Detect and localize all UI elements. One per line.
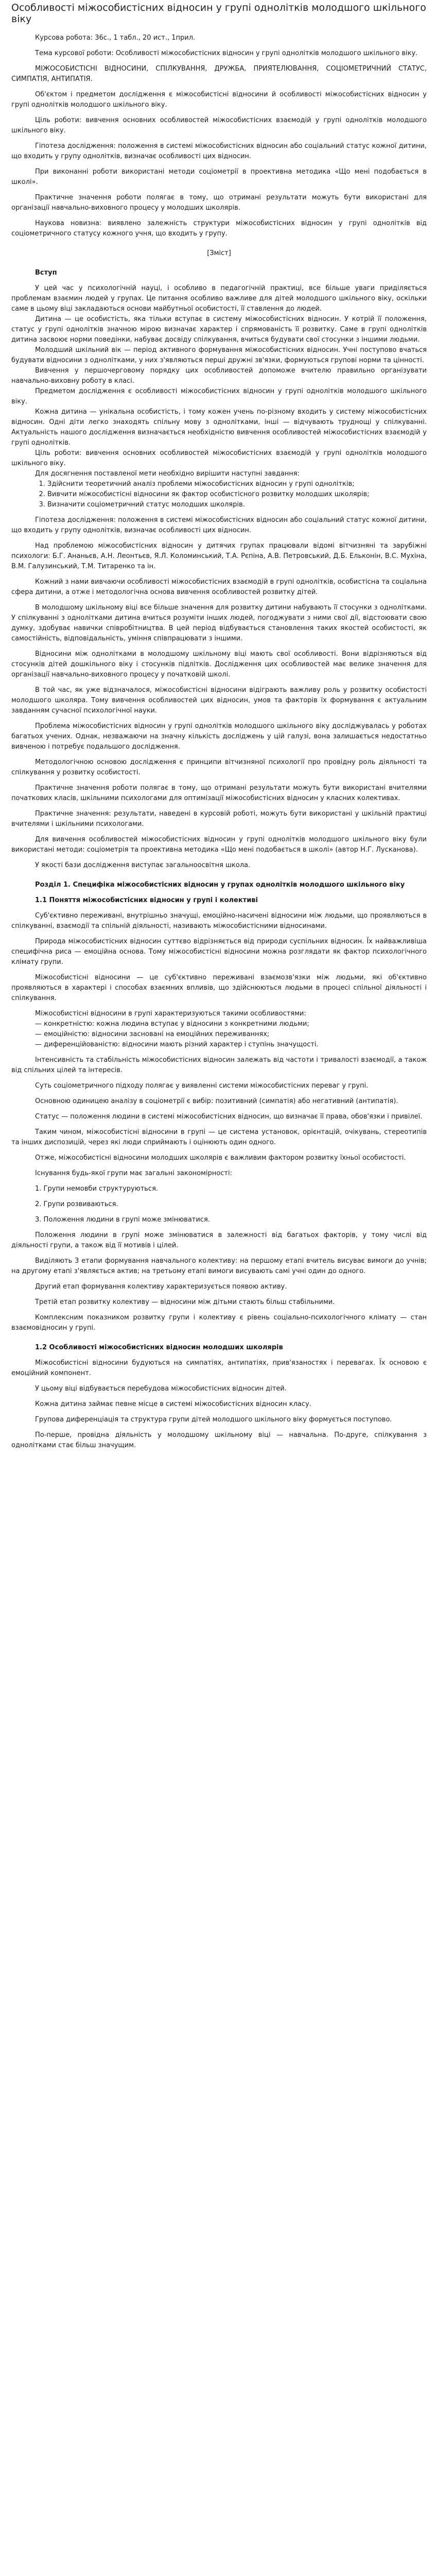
body-paragraph: Положення людини в групі може змінюватися в залежності від багатьох факторів, у тому числі від діяльності групи, а також від її мотивів і цілей. xyxy=(11,1231,427,1249)
body-paragraph: Природа міжособистісних відносин суттєво відрізняється від природи суспільних відносин. Їх найважливіша специфічна риса — емоційна основа. Тому міжособистісні відносини можна розглядати як фактор психологічного клімату групи. xyxy=(11,938,427,966)
list-item: 1. Здійснити теоретичний аналіз проблеми міжособистісних відносин у групі однолітків; xyxy=(47,479,427,489)
list-item: 2. Вивчити міжособистісні відносини як фактор особистісного розвитку молодших школярів; xyxy=(47,489,427,500)
body-paragraph: Основною одиницею аналізу в соціометрії є вибір: позитивний (симпатія) або негативний (антипатія). xyxy=(35,1097,398,1105)
body-paragraph: Міжособистісні відносини будуються на симпатіях, антипатіях, прив'язаностях і перевагах. Їх основою є емоційний компонент. xyxy=(11,1359,427,1377)
body-paragraph: Другий етап формування колективу характеризується появою активу. xyxy=(35,1283,287,1291)
intro-paragraph: Молодший шкільний вік — період активного формування міжособистісних відносин. Учні поступово вчаться будувати відносини з однолітками, у них з'являються перші дружні зв'язки, формуються групові норми та цінності. xyxy=(11,346,427,364)
intro-paragraph: Практичне значення: результати, наведені в курсовій роботі, можуть бути використані у шкільній практиці вчителями і шкільними психологами. xyxy=(11,810,427,828)
intro-paragraph: Ціль роботи: вивчення основних особливостей міжособистісних взаємодій у групі однолітків молодшого шкільного віку. xyxy=(11,449,427,467)
list-item-text: Положення людини в групі може змінюватися. xyxy=(43,1216,210,1224)
abstract-paragraph: Наукова новизна: виявлено залежність структури міжособистісних відносин у групі однолітків від соціометричного статусу кожного учня, що входить у групу. xyxy=(11,219,427,238)
body-paragraph: По-перше, провідна діяльність у молодшому шкільному віці — навчальна. По-друге, спілкування з однолітками стає більш значущим. xyxy=(11,1431,427,1449)
intro-paragraph: Дитина — це особистість, яка тільки вступає в систему міжособистісних відносин. У котрій її положення, статус у групі однолітків значною мірою визначає характер і спрямованість її розвитку. Саме в групі однолітків дитина засвоює норми поведінки, набуває досвіду спілкування, вчиться будувати свої стосунки з іншими людьми. xyxy=(11,315,427,344)
intro-paragraph: У якості бази дослідження виступає загальноосвітня школа. xyxy=(35,861,251,869)
list-item-text: Групи немовби структуруються. xyxy=(43,1185,159,1193)
body-paragraph: — конкретністю: кожна людина вступає у відносини з конкретними людьми; xyxy=(35,1020,309,1028)
abstract-paragraph: Об'єктом і предметом дослідження є міжособистісні відносини й особливості міжособистісних відносин у групі однолітків молодшого шкільного віку. xyxy=(11,91,427,109)
document-title: Особливості міжособистісних відносин у групі однолітків молодшого шкільного віку xyxy=(11,2,426,25)
list-item: 2. Групи розвиваються. xyxy=(35,1200,118,1208)
intro-paragraph: У цей час у психологічній науці, і особливо в педагогічній практиці, все більше уваги приділяється проблемам взаємин людей у групах. Це питання особливо важливе для дітей молодшого шкільного віку, оскільки саме в цьому віці закладаються основи майбутньої особистості, її ставлення до людей. xyxy=(11,284,427,313)
abstract-paragraph: Практичне значення роботи полягає в тому, що отримані результати можуть бути використані для організації навчально-виховного процесу у молодших школярів. xyxy=(11,194,427,212)
body-paragraph: Існування будь-якої групи має загальні закономірності: xyxy=(35,1170,232,1177)
body-paragraph: Виділяють 3 етапи формування навчального колективу: на першому етапі вчитель висуває вимоги до учнів; на другому етапі з'являється актив; на третьому етапі вимоги висувають самі учні один до одного. xyxy=(11,1257,427,1275)
intro-paragraph: Кожний з нами вивчаючи особливості міжособистісних взаємодій в групі однолітків, особистісна та соціальна сфера дитини, а отже і методологічна основа вивчення особливостей розвитку дітей. xyxy=(11,578,427,596)
intro-paragraph: Над проблемою міжособистісних відносин у дитячих групах працювали відомі вітчизняні та зарубіжні психологи: Б.Г. Ананьєв, А.Н. Леонтьєв, Я.Л. Коломинський, Т.А. Рєпіна, А.В. Петровський, Д.Б. Ельконін, В.С. Мухіна, В.М. Галузинський, Т.М. Титаренко та ін. xyxy=(11,542,427,570)
intro-paragraph: Гіпотеза дослідження: положення в системі міжособистісних відносин або соціальний статус кожної дитини, що входить у групу однолітків, визначає особливості цих відносин. xyxy=(11,516,427,534)
body-paragraph: Міжособистісні відносини в групі характеризуються такими особливостями: xyxy=(35,1010,306,1018)
intro-paragraph: В молодшому шкільному віці все більше значення для розвитку дитини набувають її стосунки з однолітками. У спілкуванні з однолітками дитина вчиться розуміти інших людей, погоджувати з ними свої дії, відстоювати свою думку, здобуває навички співробітництва. В цей період відбувається становлення таких якостей особистості, як самостійність, відповідальність, уміння співпрацювати з іншими. xyxy=(11,604,427,642)
abstract-paragraph: Гіпотеза дослідження: положення в системі міжособистісних відносин або соціальний статус кожної дитини, що входить у групу однолітків, визначає особливості цих відносин. xyxy=(11,142,427,160)
table-of-contents-label: [Зміст] xyxy=(207,249,231,257)
body-paragraph: Суть соціометричного підходу полягає у виявленні системи міжособистісних переваг у групі. xyxy=(35,1082,369,1090)
body-paragraph: Комплексним показником розвитку групи і колективу є рівень соціально-психологічного клімату — стан взаємовідносин у групі. xyxy=(11,1314,427,1332)
abstract-paragraph: Тема курсової роботи: Особливості міжособистісних відносин у групі однолітків молодшого шкільного віку. xyxy=(35,49,418,57)
body-paragraph: Статус — положення людини в системі міжособистісних відносин, що визначає її права, обов'язки і привілеї. xyxy=(35,1113,423,1121)
intro-paragraph: Відносини між однолітками в молодшому шкільному віці мають свої особливості. Вони відрізняються від стосунків дітей дошкільного віку і стосунків підлітків. Дослідження цих особливостей має велике значення для організації навчально-виховного процесу у початковій школі. xyxy=(11,650,427,679)
body-paragraph: — емоційністю: відносини засновані на емоційних переживаннях; xyxy=(35,1030,270,1038)
abstract-paragraph: Ціль роботи: вивчення основних особливостей міжособистісних взаємодій у групі однолітків молодшого шкільного віку. xyxy=(11,116,427,134)
body-paragraph: Міжособистісні відносини — це суб'єктивно переживані взаємозв'язки між людьми, які об'єктивно проявляються в характері і способах взаємних впливів, що здійснюються людьми в процесі спільної діяльності і спілкування. xyxy=(11,974,427,1002)
intro-paragraph: Проблема міжособистісних відносин у групі однолітків молодшого шкільного віку досліджувалась у роботах багатьох учених. Однак, незважаючи на значну кількість досліджень у цій галузі, вона залишається недостатньо вивченою і потребує подальшого дослідження. xyxy=(11,722,427,751)
list-item: 3. Положення людини в групі може змінюватися. xyxy=(35,1216,210,1224)
intro-paragraph: Для вивчення особливостей міжособистісних відносин у групі однолітків молодшого шкільного віку були використані методи: соціометрія та проективна методика «Що мені подобається в школі» (автор Н.Г. Лусканова). xyxy=(11,836,427,854)
body-paragraph: Отже, міжособистісні відносини молодших школярів є важливим фактором розвитку їхньої особистості. xyxy=(35,1154,406,1162)
body-paragraph: Інтенсивність та стабільність міжособистісних відносин залежать від частоти і тривалості взаємодії, а також від спільних цілей та інтересів. xyxy=(11,1056,427,1074)
intro-paragraph: Предметом дослідження є особливості міжособистісних відносин у групі однолітків молодшого шкільного віку. xyxy=(11,387,427,405)
list-item: 1. Групи немовби структуруються. xyxy=(35,1185,159,1193)
body-paragraph: Групова диференціація та структура групи дітей молодшого шкільного віку формується поступово. xyxy=(35,1416,392,1423)
body-paragraph: У цьому віці відбувається перебудова міжособистісних відносин дітей. xyxy=(35,1385,287,1393)
body-paragraph: — диференційованістю: відносини мають різний характер і ступінь значущості. xyxy=(35,1041,319,1048)
body-paragraph: Таким чином, міжособистісні відносини в групі — це система установок, орієнтацій, очікувань, стереотипів та інших диспозицій, через які люди сприймають і оцінюють один одного. xyxy=(11,1128,427,1146)
subsection-heading: 1.2 Особливості міжособистісних відносин молодших школярів xyxy=(35,1344,283,1351)
body-paragraph: Кожна дитина займає певне місце в системі міжособистісних відносин класу. xyxy=(35,1400,311,1408)
subsection-heading: 1.1 Поняття міжособистісних відносин у групі і колективі xyxy=(35,896,258,904)
intro-paragraph: Вивчення у першочерговому порядку цих особливостей допоможе вчителю правильно організувати навчально-виховну роботу в класі. xyxy=(11,367,427,385)
tasks-list xyxy=(11,479,427,510)
intro-paragraph: Методологічною основою дослідження є принципи вітчизняної психології про провідну роль діяльності та спілкування у розвитку особистості. xyxy=(11,758,427,776)
body-paragraph: Третій етап розвитку колективу — відносини між дітьми стають більш стабільними. xyxy=(35,1298,335,1306)
intro-paragraph: Для досягнення поставленої мети необхідно вирішити наступні завдання: xyxy=(35,470,300,478)
body-paragraph: Суб'єктивно переживані, внутрішньо значущі, емоційно-насичені відносини між людьми, що проявляються в спілкуванні, взаємодії та спільній діяльності, називають міжособистісними відносинами. xyxy=(11,912,427,930)
intro-paragraph: Кожна дитина — унікальна особистість, і тому кожен учень по-різному входить у систему міжособистісних відносин. Одні діти легко знаходять спільну мову з однолітками, інші — відчувають труднощі у спілкуванні. Актуальність нашого дослідження визначається необхідністю вивчення особливостей міжособистісних взаємодій у групі однолітків. xyxy=(11,408,427,447)
intro-heading: Вступ xyxy=(35,269,57,277)
document-meta: Курсова робота: 36с., 1 табл., 20 ист., 1прил. xyxy=(35,34,196,42)
list-item-text: Групи розвиваються. xyxy=(43,1200,118,1208)
intro-paragraph: Практичне значення роботи полягає в тому, що отримані результати можуть бути використані вчителями початкових класів, шкільними психологами для оптимізації міжособистісних відносин у класних колективах. xyxy=(11,784,427,802)
intro-paragraph: В той час, як уже відзначалося, міжособистісні відносини відіграють важливу роль у розвитку особистості молодшого школяра. Тому вивчення особливостей цих відносин, умов та факторів їх формування є актуальним завданням сучасної психологічної науки. xyxy=(11,686,427,715)
abstract-paragraph: МІЖОСОБИСТІСНІ ВІДНОСИНИ, СПІЛКУВАННЯ, ДРУЖБА, ПРИЯТЕЛЮВАННЯ, СОЦІОМЕТРИЧНИЙ СТАТУС, СИМПАТІЯ, АНТИПАТІЯ. xyxy=(11,65,427,83)
abstract-paragraph: При виконанні роботи використані методи соціометрії в проективна методика «Що мені подобається в школі». xyxy=(11,168,427,186)
section-heading: Розділ 1. Специфіка міжособистісних відносин у групах однолітків молодшого шкільного віку xyxy=(35,881,405,889)
list-item: 3. Визначити соціометричний статус молодших школярів. xyxy=(47,500,427,510)
